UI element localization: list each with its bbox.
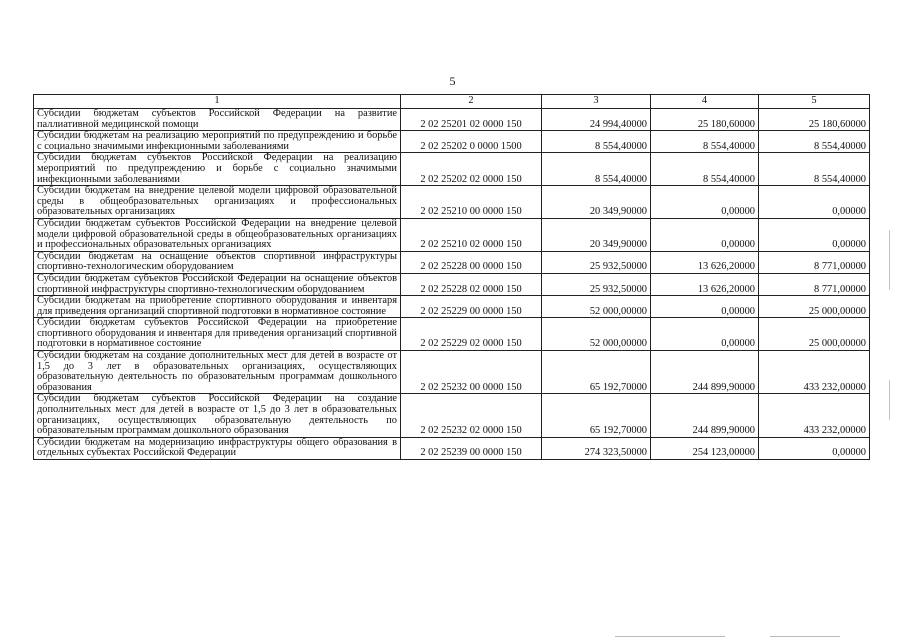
row-value-col3: 52 000,00000 bbox=[542, 296, 651, 318]
row-code: 2 02 25210 02 0000 150 bbox=[401, 218, 542, 251]
row-value-col4: 254 123,00000 bbox=[651, 437, 759, 459]
scan-artifact bbox=[889, 380, 890, 420]
column-header: 4 bbox=[651, 95, 759, 109]
table-row bbox=[34, 153, 870, 186]
table-row bbox=[34, 218, 870, 251]
row-value-col3: 25 932,50000 bbox=[542, 251, 651, 273]
row-value-col4: 0,00000 bbox=[651, 296, 759, 318]
table-row bbox=[34, 351, 870, 394]
row-value-col4: 244 899,90000 bbox=[651, 351, 759, 394]
column-header: 5 bbox=[759, 95, 870, 109]
table-row bbox=[34, 273, 870, 295]
budget-table bbox=[33, 94, 870, 460]
row-value-col3: 274 323,50000 bbox=[542, 437, 651, 459]
row-description: Субсидии бюджетам на приобретение спортивного оборудования и инвентаря для приведения организаций спортивной подготовки в нормативное состояние bbox=[34, 296, 401, 318]
row-value-col3: 52 000,00000 bbox=[542, 318, 651, 351]
row-value-col3: 25 932,50000 bbox=[542, 273, 651, 295]
table-header-row bbox=[34, 95, 870, 109]
row-description: Субсидии бюджетам на реализацию мероприятий по предупреждению и борьбе с социально значимыми инфекционными заболеваниями bbox=[34, 131, 401, 153]
row-code: 2 02 25202 0 0000 1500 bbox=[401, 131, 542, 153]
row-value-col5: 25 000,00000 bbox=[759, 318, 870, 351]
column-header: 1 bbox=[34, 95, 401, 109]
row-description: Субсидии бюджетам на внедрение целевой модели цифровой образовательной среды в общеобразовательных организациях и профессиональных образовательных организациях bbox=[34, 186, 401, 219]
row-value-col4: 0,00000 bbox=[651, 218, 759, 251]
row-code: 2 02 25228 02 0000 150 bbox=[401, 273, 542, 295]
table-row bbox=[34, 394, 870, 437]
table-row bbox=[34, 186, 870, 219]
row-value-col4: 8 554,40000 bbox=[651, 131, 759, 153]
row-description: Субсидии бюджетам на модернизацию инфраструктуры общего образования в отдельных субъектах Российской Федерации bbox=[34, 437, 401, 459]
row-code: 2 02 25201 02 0000 150 bbox=[401, 109, 542, 131]
row-value-col5: 8 554,40000 bbox=[759, 153, 870, 186]
row-value-col5: 25 000,00000 bbox=[759, 296, 870, 318]
row-value-col5: 433 232,00000 bbox=[759, 351, 870, 394]
row-value-col5: 0,00000 bbox=[759, 186, 870, 219]
row-code: 2 02 25228 00 0000 150 bbox=[401, 251, 542, 273]
row-value-col4: 0,00000 bbox=[651, 318, 759, 351]
row-value-col3: 65 192,70000 bbox=[542, 351, 651, 394]
column-header: 2 bbox=[401, 95, 542, 109]
scan-artifact bbox=[770, 636, 840, 637]
table-row bbox=[34, 296, 870, 318]
row-value-col5: 25 180,60000 bbox=[759, 109, 870, 131]
row-description: Субсидии бюджетам на оснащение объектов спортивной инфраструктуры спортивно-технологическим оборудованием bbox=[34, 251, 401, 273]
page-number: 5 bbox=[449, 74, 456, 88]
row-value-col3: 8 554,40000 bbox=[542, 131, 651, 153]
row-value-col4: 0,00000 bbox=[651, 186, 759, 219]
row-value-col5: 8 771,00000 bbox=[759, 273, 870, 295]
row-value-col4: 8 554,40000 bbox=[651, 153, 759, 186]
row-description: Субсидии бюджетам субъектов Российской Федерации на реализацию мероприятий по предупреждению и борьбе с социально значимыми инфекционными заболеваниями bbox=[34, 153, 401, 186]
row-value-col3: 20 349,90000 bbox=[542, 218, 651, 251]
row-description: Субсидии бюджетам на создание дополнительных мест для детей в возрасте от 1,5 до 3 лет в образовательных организациях, осуществляющих образовательную деятельность по образовательным программам дошкольного образования bbox=[34, 351, 401, 394]
row-value-col4: 13 626,20000 bbox=[651, 273, 759, 295]
row-description: Субсидии бюджетам субъектов Российской Федерации на приобретение спортивного оборудования и инвентаря для приведения организаций спортивной подготовки в нормативное состояние bbox=[34, 318, 401, 351]
row-code: 2 02 25232 00 0000 150 bbox=[401, 351, 542, 394]
row-code: 2 02 25239 00 0000 150 bbox=[401, 437, 542, 459]
row-value-col4: 13 626,20000 bbox=[651, 251, 759, 273]
row-value-col5: 8 554,40000 bbox=[759, 131, 870, 153]
table-row bbox=[34, 109, 870, 131]
table-row bbox=[34, 437, 870, 459]
row-value-col5: 433 232,00000 bbox=[759, 394, 870, 437]
row-value-col5: 0,00000 bbox=[759, 218, 870, 251]
row-code: 2 02 25229 00 0000 150 bbox=[401, 296, 542, 318]
row-value-col3: 65 192,70000 bbox=[542, 394, 651, 437]
row-value-col3: 24 994,40000 bbox=[542, 109, 651, 131]
row-code: 2 02 25232 02 0000 150 bbox=[401, 394, 542, 437]
row-description: Субсидии бюджетам субъектов Российской Федерации на внедрение целевой модели цифровой образовательной среды в общеобразовательных организациях и профессиональных образовательных организациях bbox=[34, 218, 401, 251]
row-code: 2 02 25202 02 0000 150 bbox=[401, 153, 542, 186]
row-value-col5: 8 771,00000 bbox=[759, 251, 870, 273]
row-value-col4: 244 899,90000 bbox=[651, 394, 759, 437]
row-value-col4: 25 180,60000 bbox=[651, 109, 759, 131]
row-description: Субсидии бюджетам субъектов Российской Федерации на оснащение объектов спортивной инфраструктуры спортивно-технологическим оборудованием bbox=[34, 273, 401, 295]
scan-artifact bbox=[615, 636, 725, 637]
row-value-col5: 0,00000 bbox=[759, 437, 870, 459]
scan-artifact bbox=[889, 230, 890, 290]
column-header: 3 bbox=[542, 95, 651, 109]
table-row bbox=[34, 318, 870, 351]
table-row bbox=[34, 131, 870, 153]
row-code: 2 02 25210 00 0000 150 bbox=[401, 186, 542, 219]
row-description: Субсидии бюджетам субъектов Российской Федерации на создание дополнительных мест для детей в возрасте от 1,5 до 3 лет в образовательных организациях, осуществляющих образовательную деятельность по образовательным программам дошкольного образования bbox=[34, 394, 401, 437]
table-row bbox=[34, 251, 870, 273]
row-description: Субсидии бюджетам субъектов Российской Федерации на развитие паллиативной медицинской помощи bbox=[34, 109, 401, 131]
row-value-col3: 20 349,90000 bbox=[542, 186, 651, 219]
row-value-col3: 8 554,40000 bbox=[542, 153, 651, 186]
row-code: 2 02 25229 02 0000 150 bbox=[401, 318, 542, 351]
